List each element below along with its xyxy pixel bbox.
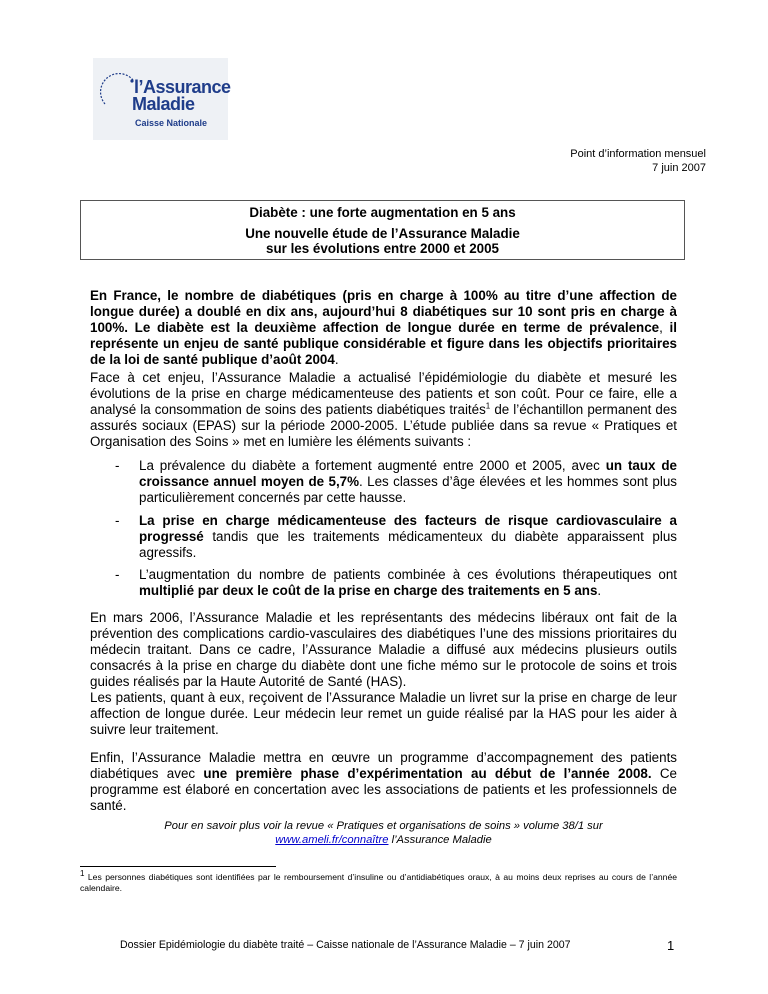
- subtitle-line-1: Une nouvelle étude de l’Assurance Maladie: [245, 225, 520, 241]
- page-title: Diabète : une forte augmentation en 5 ans: [249, 205, 516, 220]
- page-footer: Dossier Epidémiologie du diabète traité – Caisse nationale de l’Assurance Maladie – 7 juin 2007: [120, 939, 571, 951]
- logo-line-2: Maladie: [132, 94, 195, 114]
- logo-line-1: l’Assurance: [134, 77, 231, 97]
- bullet-item: [139, 513, 677, 561]
- logo-line-3: Caisse Nationale: [135, 118, 208, 128]
- more-info-post: l’Assurance Maladie: [388, 834, 492, 846]
- bullet-item: [139, 458, 677, 506]
- para2-text-b: Les patients, quant à eux, reçoivent de l’Assurance Maladie un livret sur la prise en charge de leur affection de longue durée. Leur médecin leur remet un guide réalisé par la HAS pour les aider à suivre leur traitement.: [90, 690, 677, 737]
- bullet-bold: La prise en charge médicamenteuse des facteurs de risque cardiovasculaire a progressé: [139, 513, 677, 544]
- para3-pre: Enfin, l’Assurance Maladie mettra en œuvre un programme d’accompagnement des patients diabétiques avec: [90, 750, 677, 781]
- intro-text-a: En France, le nombre de diabétiques (pris en charge à 100% au titre d’une affection de longue durée) a doublé en dix ans, aujourd’hui 8 diabétiques sur 10 sont pris en charge à 100%. Le diabète est la deuxième affection de longue durée en terme de prévalence: [90, 288, 677, 335]
- header-line-1: Point d’information mensuel: [570, 148, 706, 160]
- footnote-divider: [80, 866, 276, 867]
- para1-text-a: Face à cet enjeu, l’Assurance Maladie a actualisé l’épidémiologie du diabète et mesuré les évolutions de la prise en charge médicamenteuse des patients et son coût. Pour ce faire, elle a analysé la consommation de soins des patients diabétiques traités: [90, 370, 677, 417]
- bullet-post: tandis que les traitements médicamenteux du diabète apparaissent plus agressifs.: [139, 529, 677, 560]
- footnote-ref: 1: [485, 401, 491, 411]
- header-date: 7 juin 2007: [652, 162, 706, 174]
- intro-paragraph: [90, 288, 677, 368]
- more-info-text: Pour en savoir plus voir la revue « Pratiques et organisations de soins » volume 38/1 sur: [164, 820, 603, 832]
- footnote-text: Les personnes diabétiques sont identifiées par le remboursement d’insuline ou d’antidiabétiques oraux, à au moins deux reprises au cours de l’année calendaire.: [80, 872, 677, 893]
- bullet-pre: La prévalence du diabète a fortement augmenté entre 2000 et 2005, avec: [139, 458, 606, 473]
- assurance-maladie-logo: [93, 58, 231, 140]
- header-info: [570, 147, 706, 175]
- intro-sep: ,: [659, 320, 670, 335]
- subtitle-line-2: sur les évolutions entre 2000 et 2005: [266, 241, 499, 256]
- bullet-post: . Les classes d’âge élevées et les hommes sont plus particulièrement concernés par cette hausse.: [139, 474, 677, 505]
- more-info: [90, 819, 677, 847]
- paragraph-1: [90, 370, 677, 450]
- intro-text-b: il représente un enjeu de santé publique considérable et figure dans les objectifs prioritaires de la loi de santé publique d’août 2004: [90, 320, 677, 367]
- para1-text-b: de l’échantillon permanent des assurés sociaux (EPAS) sur la période 2000-2005. L’étude publiée dans sa revue « Pratiques et Organisation des Soins » met en lumière les éléments suivants :: [90, 402, 677, 449]
- bullet-dash: -: [115, 458, 120, 473]
- footnote-number: 1: [80, 869, 85, 879]
- title-box: [80, 200, 685, 260]
- para3-bold: une première phase d’expérimentation au début de l’année 2008.: [203, 766, 652, 781]
- intro-end: .: [334, 352, 339, 367]
- bullet-bold: un taux de croissance annuel moyen de 5,7%: [139, 458, 677, 489]
- paragraph-2: [90, 610, 677, 738]
- paragraph-3: [90, 750, 677, 814]
- bullet-dash: -: [115, 513, 120, 528]
- ameli-link[interactable]: www.ameli.fr/connaître: [275, 834, 389, 846]
- footnote: [80, 869, 677, 894]
- bullet-item: [139, 567, 677, 599]
- page-number: 1: [667, 938, 675, 953]
- para2-text-a: En mars 2006, l’Assurance Maladie et les représentants des médecins libéraux ont fait de la prévention des complications cardio-vasculaires des diabétiques l’une des missions prioritaires du médecin traitant. Dans ce cadre, l’Assurance Maladie a diffusé aux médecins plusieurs outils consacrés à la prise en charge du diabète dont une fiche mémo sur le protocole de soins et trois guides réalisés par la Haute Autorité de Santé (HAS).: [90, 610, 677, 689]
- bullet-pre: L’augmentation du nombre de patients combinée à ces évolutions thérapeutiques ont: [139, 567, 677, 582]
- bullet-bold: multiplié par deux le coût de la prise en charge des traitements en 5 ans: [139, 583, 598, 598]
- bullet-post: .: [597, 583, 602, 598]
- para3-post: Ce programme est élaboré en concertation avec les associations de patients et les professionnels de santé.: [90, 766, 677, 813]
- bullet-dash: -: [115, 567, 120, 582]
